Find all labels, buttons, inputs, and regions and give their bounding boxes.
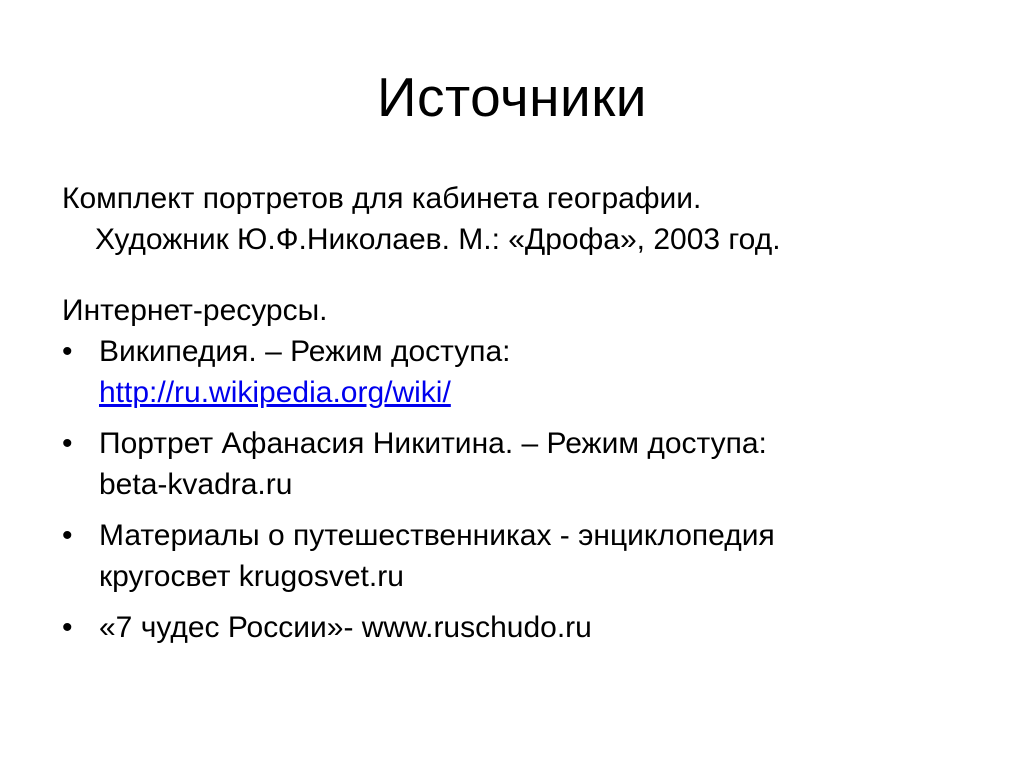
list-item-text: «7 чудес России»- www.ruschudo.ru (99, 611, 592, 644)
resource-list (62, 331, 962, 648)
wikipedia-link[interactable]: http://ru.wikipedia.org/wiki/ (99, 376, 451, 409)
book-reference-line-2: Художник Ю.Ф.Николаев. М.: «Дрофа», 2003 год. (95, 223, 781, 256)
list-item-text: Портрет Афанасия Никитина. – Режим доступа: (99, 427, 767, 460)
book-reference (62, 178, 962, 260)
bullet-icon: • (62, 427, 73, 460)
internet-resources-heading: Интернет-ресурсы. (62, 294, 328, 327)
slide-body (62, 178, 962, 658)
list-item-text: Материалы о путешественниках - энциклопедия (99, 519, 775, 552)
list-item (62, 515, 962, 597)
list-item-text: кругосвет krugosvet.ru (99, 560, 404, 593)
list-item (62, 331, 962, 413)
list-item (62, 423, 962, 505)
book-reference-line-1: Комплект портретов для кабинета географии. (62, 182, 702, 215)
list-item (62, 607, 962, 648)
bullet-icon: • (62, 335, 73, 368)
slide-title: Источники (376, 66, 648, 128)
bullet-icon: • (62, 519, 73, 552)
bullet-icon: • (62, 611, 73, 644)
list-item-text: Википедия. – Режим доступа: (99, 335, 511, 368)
spacer (62, 260, 962, 290)
list-item-text: beta-kvadra.ru (99, 468, 293, 501)
